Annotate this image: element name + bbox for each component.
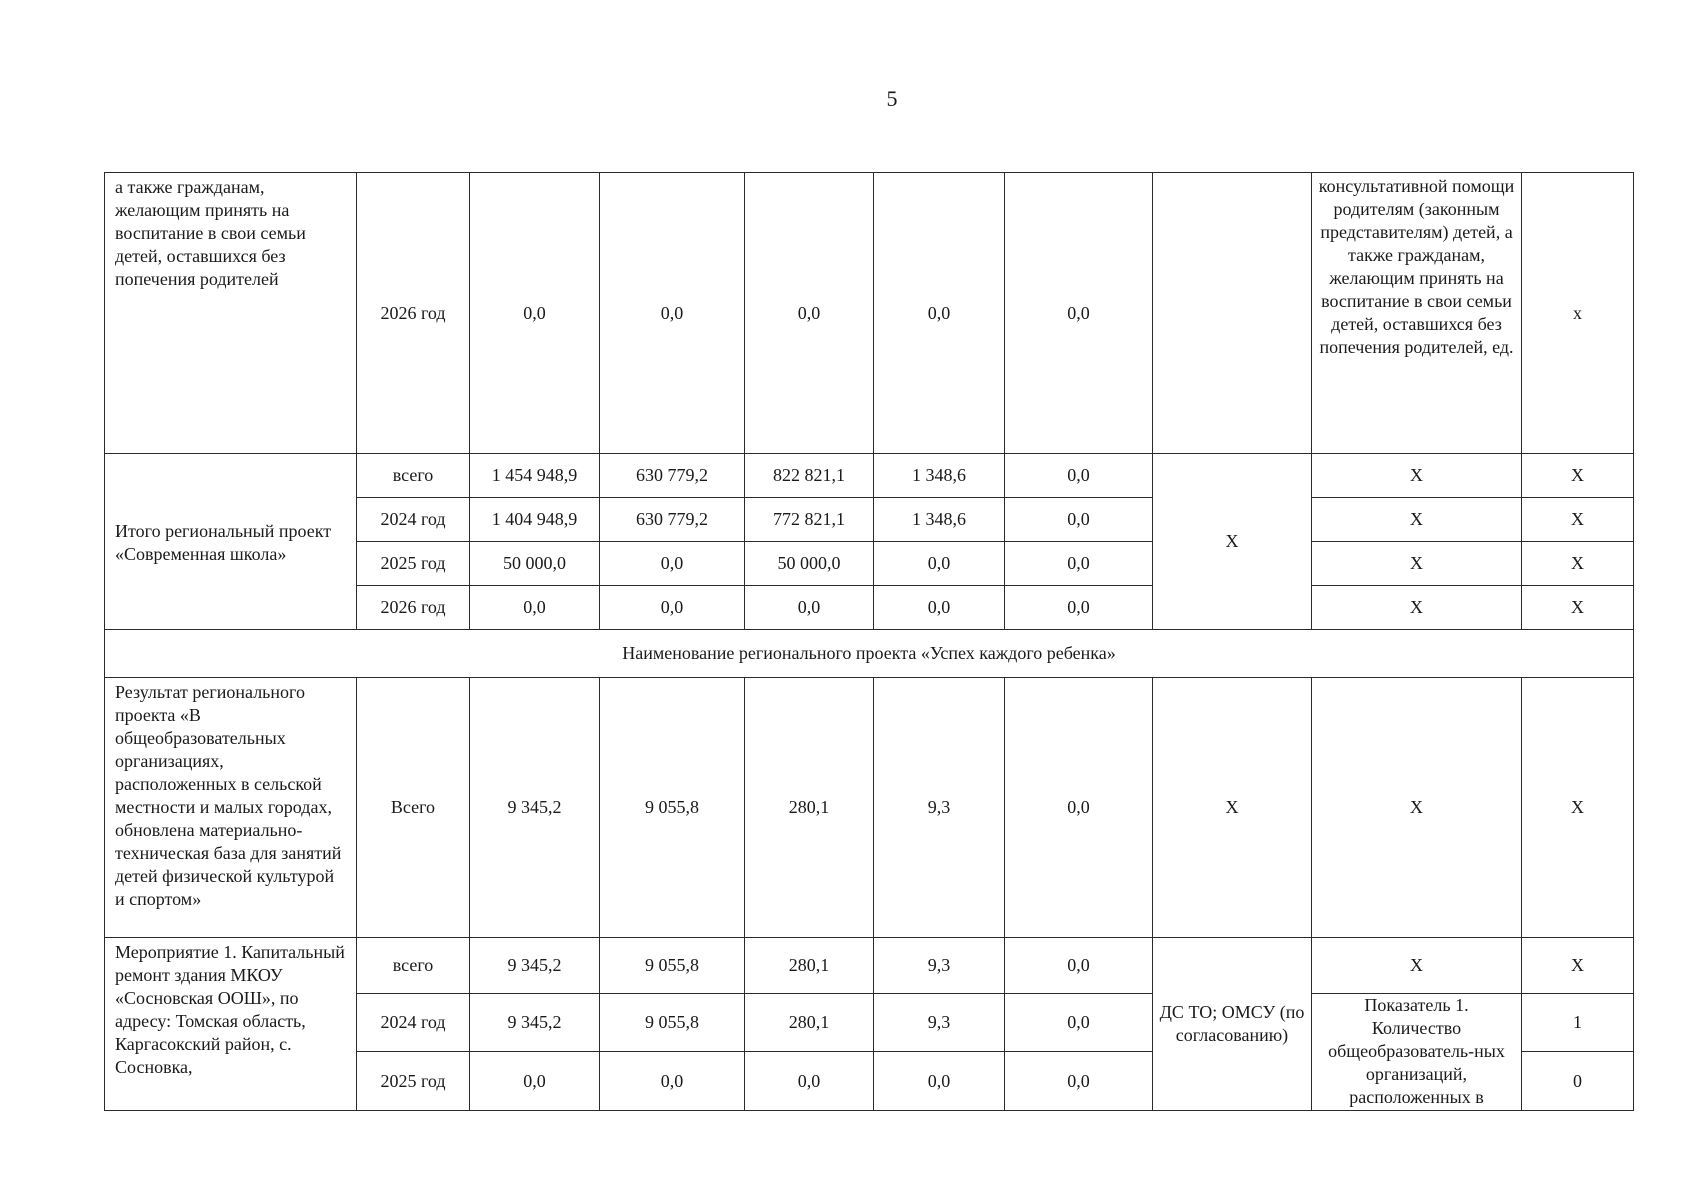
regional-cell: 280,1: [745, 678, 874, 938]
year-cell: 2026 год: [357, 173, 470, 454]
indicator-cell: X: [1312, 498, 1522, 542]
federal-cell: 0,0: [600, 586, 745, 630]
value-cell: X: [1522, 586, 1634, 630]
indicator-cell: X: [1312, 586, 1522, 630]
municipal-cell: 9,3: [874, 678, 1005, 938]
year-cell: 2025 год: [357, 542, 470, 586]
row-name: Итого региональный проект «Современная школа»: [105, 454, 357, 630]
year-cell: 2024 год: [357, 498, 470, 542]
section-title: Наименование регионального проекта «Успех каждого ребенка»: [105, 630, 1634, 678]
regional-cell: 0,0: [745, 586, 874, 630]
regional-cell: 280,1: [745, 938, 874, 994]
value-cell: 1: [1522, 994, 1634, 1052]
federal-cell: 9 055,8: [600, 678, 745, 938]
regional-cell: 280,1: [745, 994, 874, 1052]
total-cell: 0,0: [470, 1052, 600, 1111]
regional-cell: 0,0: [745, 173, 874, 454]
federal-cell: 9 055,8: [600, 938, 745, 994]
table-row: [105, 173, 1634, 454]
row-name: Мероприятие 1. Капитальный ремонт здания МКОУ «Сосновская ООШ», по адресу: Томская область, Каргасокский район, с. Сосновка,: [105, 938, 357, 1111]
value-cell: X: [1522, 542, 1634, 586]
year-cell: всего: [357, 454, 470, 498]
value-cell: X: [1522, 678, 1634, 938]
regional-cell: 0,0: [745, 1052, 874, 1111]
total-cell: 9 345,2: [470, 938, 600, 994]
value-cell: X: [1522, 498, 1634, 542]
indicator-cell: X: [1312, 678, 1522, 938]
total-cell: 9 345,2: [470, 994, 600, 1052]
federal-cell: 630 779,2: [600, 454, 745, 498]
row-name: а также гражданам, желающим принять на воспитание в свои семьи детей, оставшихся без попечения родителей: [105, 173, 357, 454]
table-row: [105, 630, 1634, 678]
extra-budget-cell: 0,0: [1005, 586, 1153, 630]
year-cell: Всего: [357, 678, 470, 938]
municipal-cell: 0,0: [874, 586, 1005, 630]
total-cell: 0,0: [470, 586, 600, 630]
federal-cell: 630 779,2: [600, 498, 745, 542]
extra-budget-cell: 0,0: [1005, 938, 1153, 994]
executor-cell: ДС ТО; ОМСУ (по согласованию): [1153, 938, 1312, 1111]
total-cell: 50 000,0: [470, 542, 600, 586]
municipal-cell: 9,3: [874, 938, 1005, 994]
budget-table: [104, 172, 1634, 1111]
municipal-cell: 1 348,6: [874, 498, 1005, 542]
table-row: [105, 454, 1634, 498]
extra-budget-cell: 0,0: [1005, 994, 1153, 1052]
indicator-cell: X: [1312, 938, 1522, 994]
value-cell: X: [1522, 454, 1634, 498]
extra-budget-cell: 0,0: [1005, 498, 1153, 542]
extra-budget-cell: 0,0: [1005, 542, 1153, 586]
year-cell: всего: [357, 938, 470, 994]
total-cell: 1 404 948,9: [470, 498, 600, 542]
extra-budget-cell: 0,0: [1005, 173, 1153, 454]
regional-cell: 772 821,1: [745, 498, 874, 542]
extra-budget-cell: 0,0: [1005, 454, 1153, 498]
row-name: Результат регионального проекта «В общеобразовательных организациях, расположенных в сельской местности и малых городах, обновлена материально-техническая база для занятий детей физической культурой и спортом»: [105, 678, 357, 938]
federal-cell: 0,0: [600, 173, 745, 454]
year-cell: 2024 год: [357, 994, 470, 1052]
table-row: [105, 678, 1634, 938]
page-number: 5: [886, 86, 898, 111]
municipal-cell: 9,3: [874, 994, 1005, 1052]
value-cell: X: [1522, 938, 1634, 994]
federal-cell: 9 055,8: [600, 994, 745, 1052]
executor-cell: X: [1153, 454, 1312, 630]
value-cell: 0: [1522, 1052, 1634, 1111]
value-cell: х: [1522, 173, 1634, 454]
year-cell: 2025 год: [357, 1052, 470, 1111]
extra-budget-cell: 0,0: [1005, 1052, 1153, 1111]
total-cell: 1 454 948,9: [470, 454, 600, 498]
federal-cell: 0,0: [600, 1052, 745, 1111]
year-cell: 2026 год: [357, 586, 470, 630]
municipal-cell: 0,0: [874, 173, 1005, 454]
indicator-cell: X: [1312, 542, 1522, 586]
municipal-cell: 0,0: [874, 1052, 1005, 1111]
federal-cell: 0,0: [600, 542, 745, 586]
indicator-cell: Показатель 1. Количество общеобразователь-ных организаций, расположенных в: [1312, 994, 1522, 1111]
regional-cell: 50 000,0: [745, 542, 874, 586]
total-cell: 0,0: [470, 173, 600, 454]
total-cell: 9 345,2: [470, 678, 600, 938]
municipal-cell: 1 348,6: [874, 454, 1005, 498]
table-row: [105, 938, 1634, 994]
regional-cell: 822 821,1: [745, 454, 874, 498]
executor-cell: X: [1153, 678, 1312, 938]
extra-budget-cell: 0,0: [1005, 678, 1153, 938]
municipal-cell: 0,0: [874, 542, 1005, 586]
indicator-cell: X: [1312, 454, 1522, 498]
executor-cell: [1153, 173, 1312, 454]
indicator-cell: консультативной помощи родителям (законным представителям) детей, а также гражданам, желающим принять на воспитание в свои семьи детей, оставшихся без попечения родителей, ед.: [1312, 173, 1522, 454]
